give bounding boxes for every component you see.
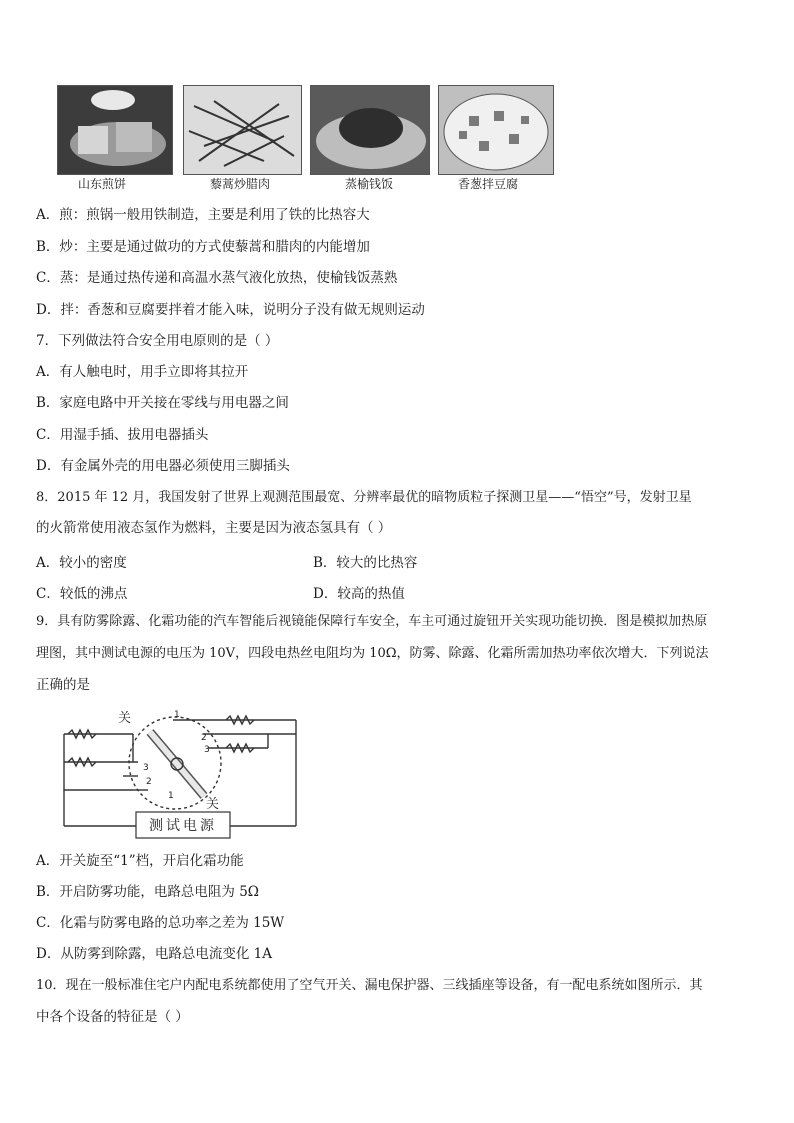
q6-option-b: B．炒：主要是通过做功的方式使藜蒿和腊肉的内能增加 <box>36 239 370 255</box>
photo-caption: 藜蒿炒腊肉 <box>210 177 271 191</box>
photo-shandong-jianbing <box>57 85 173 175</box>
q10-stem-line1: 10．现在一般标准住宅户内配电系统都使用了空气开关、漏电保护器、三线插座等设备，有一配电系统如图所示．其 <box>36 978 703 993</box>
q7-option-b: B．家庭电路中开关接在零线与用电器之间 <box>36 395 289 411</box>
q7-stem: 7．下列做法符合安全用电原则的是（ ） <box>36 333 279 349</box>
photo-yuqian-rice <box>310 85 430 175</box>
yuqian-image <box>311 86 429 174</box>
contact-label: 3 <box>143 763 149 773</box>
q10-stem-line2: 中各个设备的特征是（ ） <box>36 1009 189 1025</box>
heating-circuit-diagram <box>58 706 303 841</box>
photo-caption: 香葱拌豆腐 <box>458 177 519 191</box>
q9-option-b: B．开启防雾功能，电路总电阻为 5Ω <box>36 884 259 900</box>
tofu-image <box>439 86 553 174</box>
test-power-source-label: 测试电源 <box>149 818 217 834</box>
contact-label: 1 <box>174 710 180 720</box>
q8-option-d: D．较高的热值 <box>313 586 405 602</box>
contact-label: 2 <box>201 733 207 743</box>
photo-stirfry <box>183 85 302 175</box>
q9-option-d: D．从防雾到除露，电路总电流变化 1A <box>36 946 272 962</box>
jianbing-image <box>58 86 172 174</box>
q8-option-a: A．较小的密度 <box>36 555 127 571</box>
stirfry-image <box>184 86 301 174</box>
q9-stem-line2: 理图，其中测试电源的电压为 10V，四段电热丝电阻均为 10Ω，防雾、除露、化霜所需加热功率依次增大．下列说法 <box>36 646 709 661</box>
q8-option-c: C．较低的沸点 <box>36 586 128 602</box>
contact-label: 3 <box>204 745 210 755</box>
q6-option-c: C．蒸：是通过热传递和高温水蒸气液化放热，使榆钱饭蒸熟 <box>36 270 398 286</box>
photo-caption: 蒸榆钱饭 <box>345 177 394 191</box>
q9-stem-line3: 正确的是 <box>36 677 90 693</box>
contact-label: 2 <box>146 777 152 787</box>
q7-option-c: C．用湿手插、拔用电器插头 <box>36 427 209 443</box>
switch-off-label-bottom: 关 <box>206 797 220 812</box>
q9-option-c: C．化霜与防雾电路的总功率之差为 15W <box>36 915 285 931</box>
q8-stem-line1: 8．2015 年 12 月，我国发射了世界上观测范围最宽、分辨率最优的暗物质粒子探测卫星——“悟空”号，发射卫星 <box>36 490 692 505</box>
q9-stem-line1: 9．具有防雾除露、化霜功能的汽车智能后视镜能保障行车安全，车主可通过旋钮开关实现功能切换．图是模拟加热原 <box>36 614 708 629</box>
switch-off-label-top: 关 <box>118 711 132 726</box>
q9-option-a: A．开关旋至“1”档，开启化霜功能 <box>36 853 244 869</box>
photo-caption: 山东煎饼 <box>78 177 127 191</box>
photo-tofu <box>438 85 554 175</box>
q7-option-d: D．有金属外壳的用电器必须使用三脚插头 <box>36 458 290 474</box>
contact-label: 1 <box>168 791 174 801</box>
q8-option-b: B．较大的比热容 <box>313 555 418 571</box>
q7-option-a: A．有人触电时，用手立即将其拉开 <box>36 364 249 380</box>
q6-option-a: A．煎：煎锅一般用铁制造，主要是利用了铁的比热容大 <box>36 207 370 223</box>
q6-option-d: D．拌：香葱和豆腐要拌着才能入味，说明分子没有做无规则运动 <box>36 302 425 318</box>
q8-stem-line2: 的火箭常使用液态氢作为燃料，主要是因为液态氢具有（ ） <box>36 520 392 536</box>
